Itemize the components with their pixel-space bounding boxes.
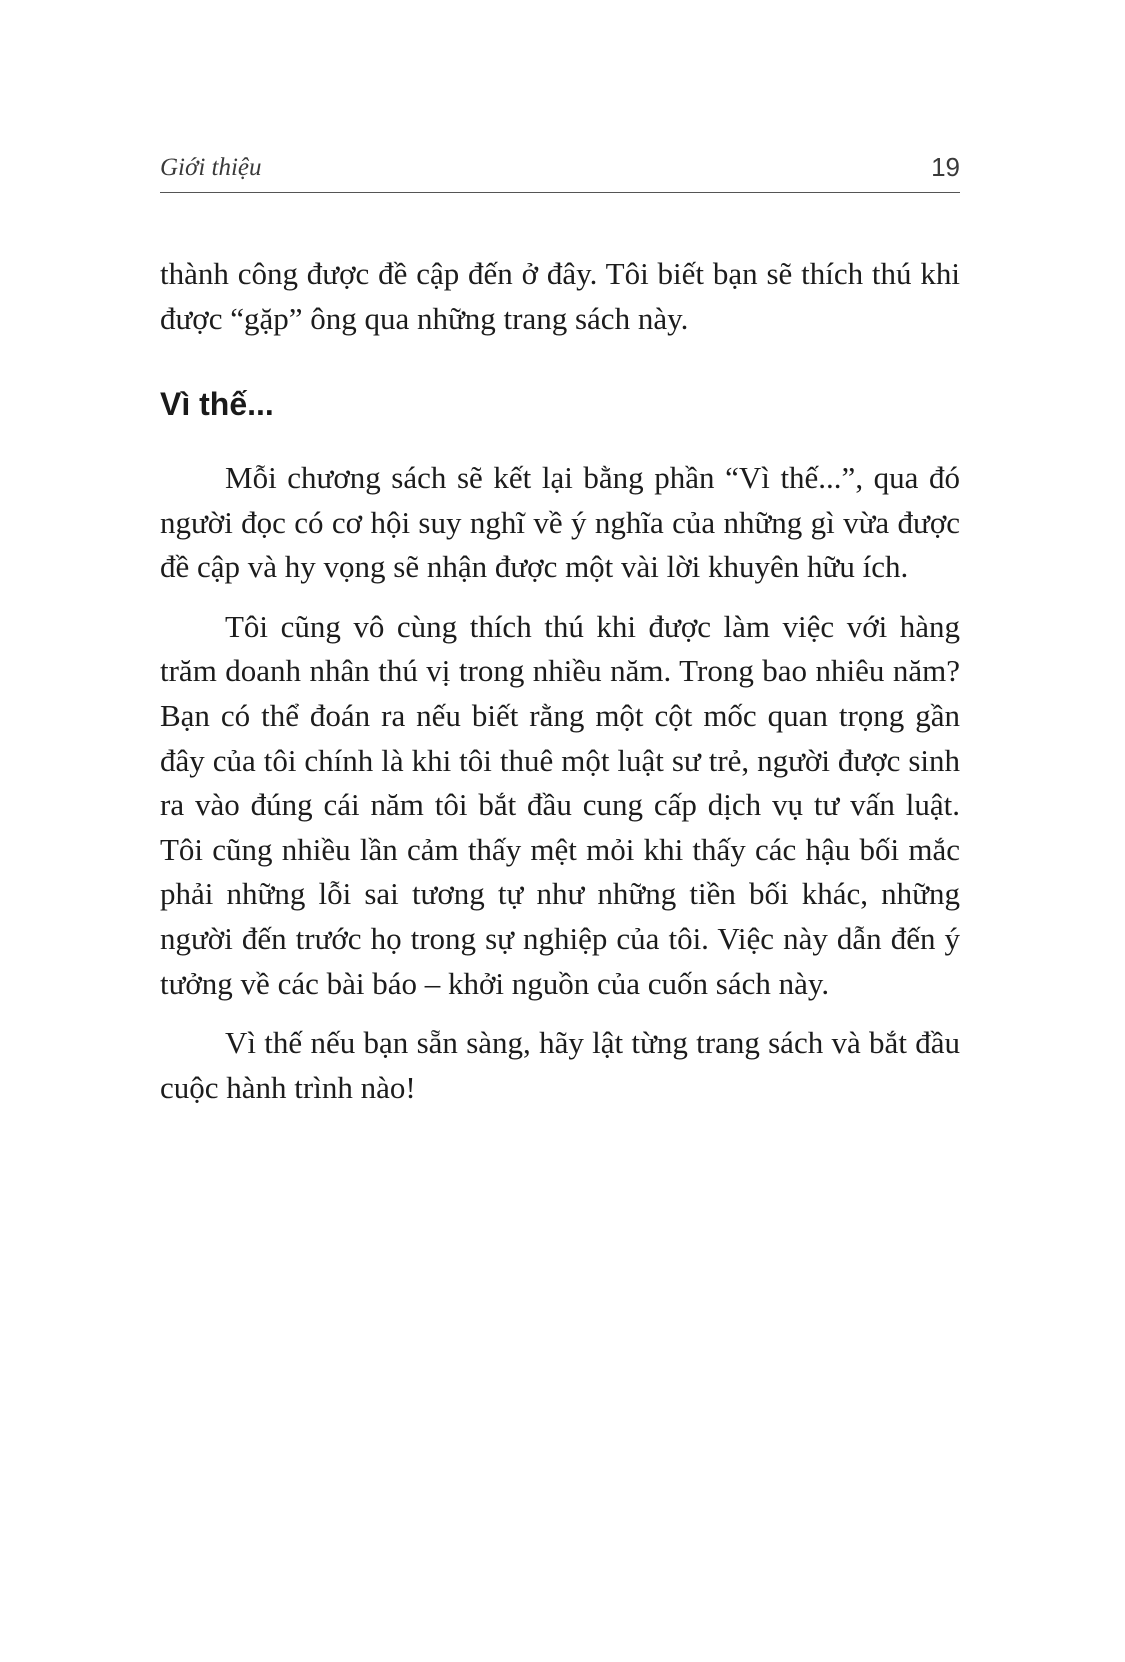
body-paragraph: Vì thế nếu bạn sẵn sàng, hãy lật từng trang sách và bắt đầu cuộc hành trình nào! bbox=[160, 1025, 960, 1105]
body-paragraph: Tôi cũng vô cùng thích thú khi được làm việc với hàng trăm doanh nhân thú vị trong nhiều năm. Trong bao nhiêu năm? Bạn có thể đoán ra nếu biết rằng một cột mốc quan trọng gần đây của tôi chính là khi tôi thuê một luật sư trẻ, người được sinh ra vào đúng cái năm tôi bắt đầu cung cấp dịch vụ tư vấn luật. Tôi cũng nhiều lần cảm thấy mệt mỏi khi thấy các hậu bối mắc phải những lỗi sai tương tự như những tiền bối khác, những người đến trước họ trong sự nghiệp của tôi. Việc này dẫn đến ý tưởng về các bài báo – khởi nguồn của cuốn sách này. bbox=[160, 608, 960, 1001]
running-header bbox=[160, 150, 960, 193]
section-heading: Vì thế... bbox=[160, 386, 274, 422]
page-number: 19 bbox=[931, 152, 960, 182]
running-title: Giới thiệu bbox=[160, 154, 262, 181]
body-paragraph: Mỗi chương sách sẽ kết lại bằng phần “Vì thế...”, qua đó người đọc có cơ hội suy nghĩ về ý nghĩa của những gì vừa được đề cập và hy vọng sẽ nhận được một vài lời khuyên hữu ích. bbox=[160, 460, 960, 585]
section-body bbox=[160, 456, 960, 1125]
opening-paragraph: thành công được đề cập đến ở đây. Tôi biết bạn sẽ thích thú khi được “gặp” ông qua những trang sách này. bbox=[160, 256, 960, 336]
